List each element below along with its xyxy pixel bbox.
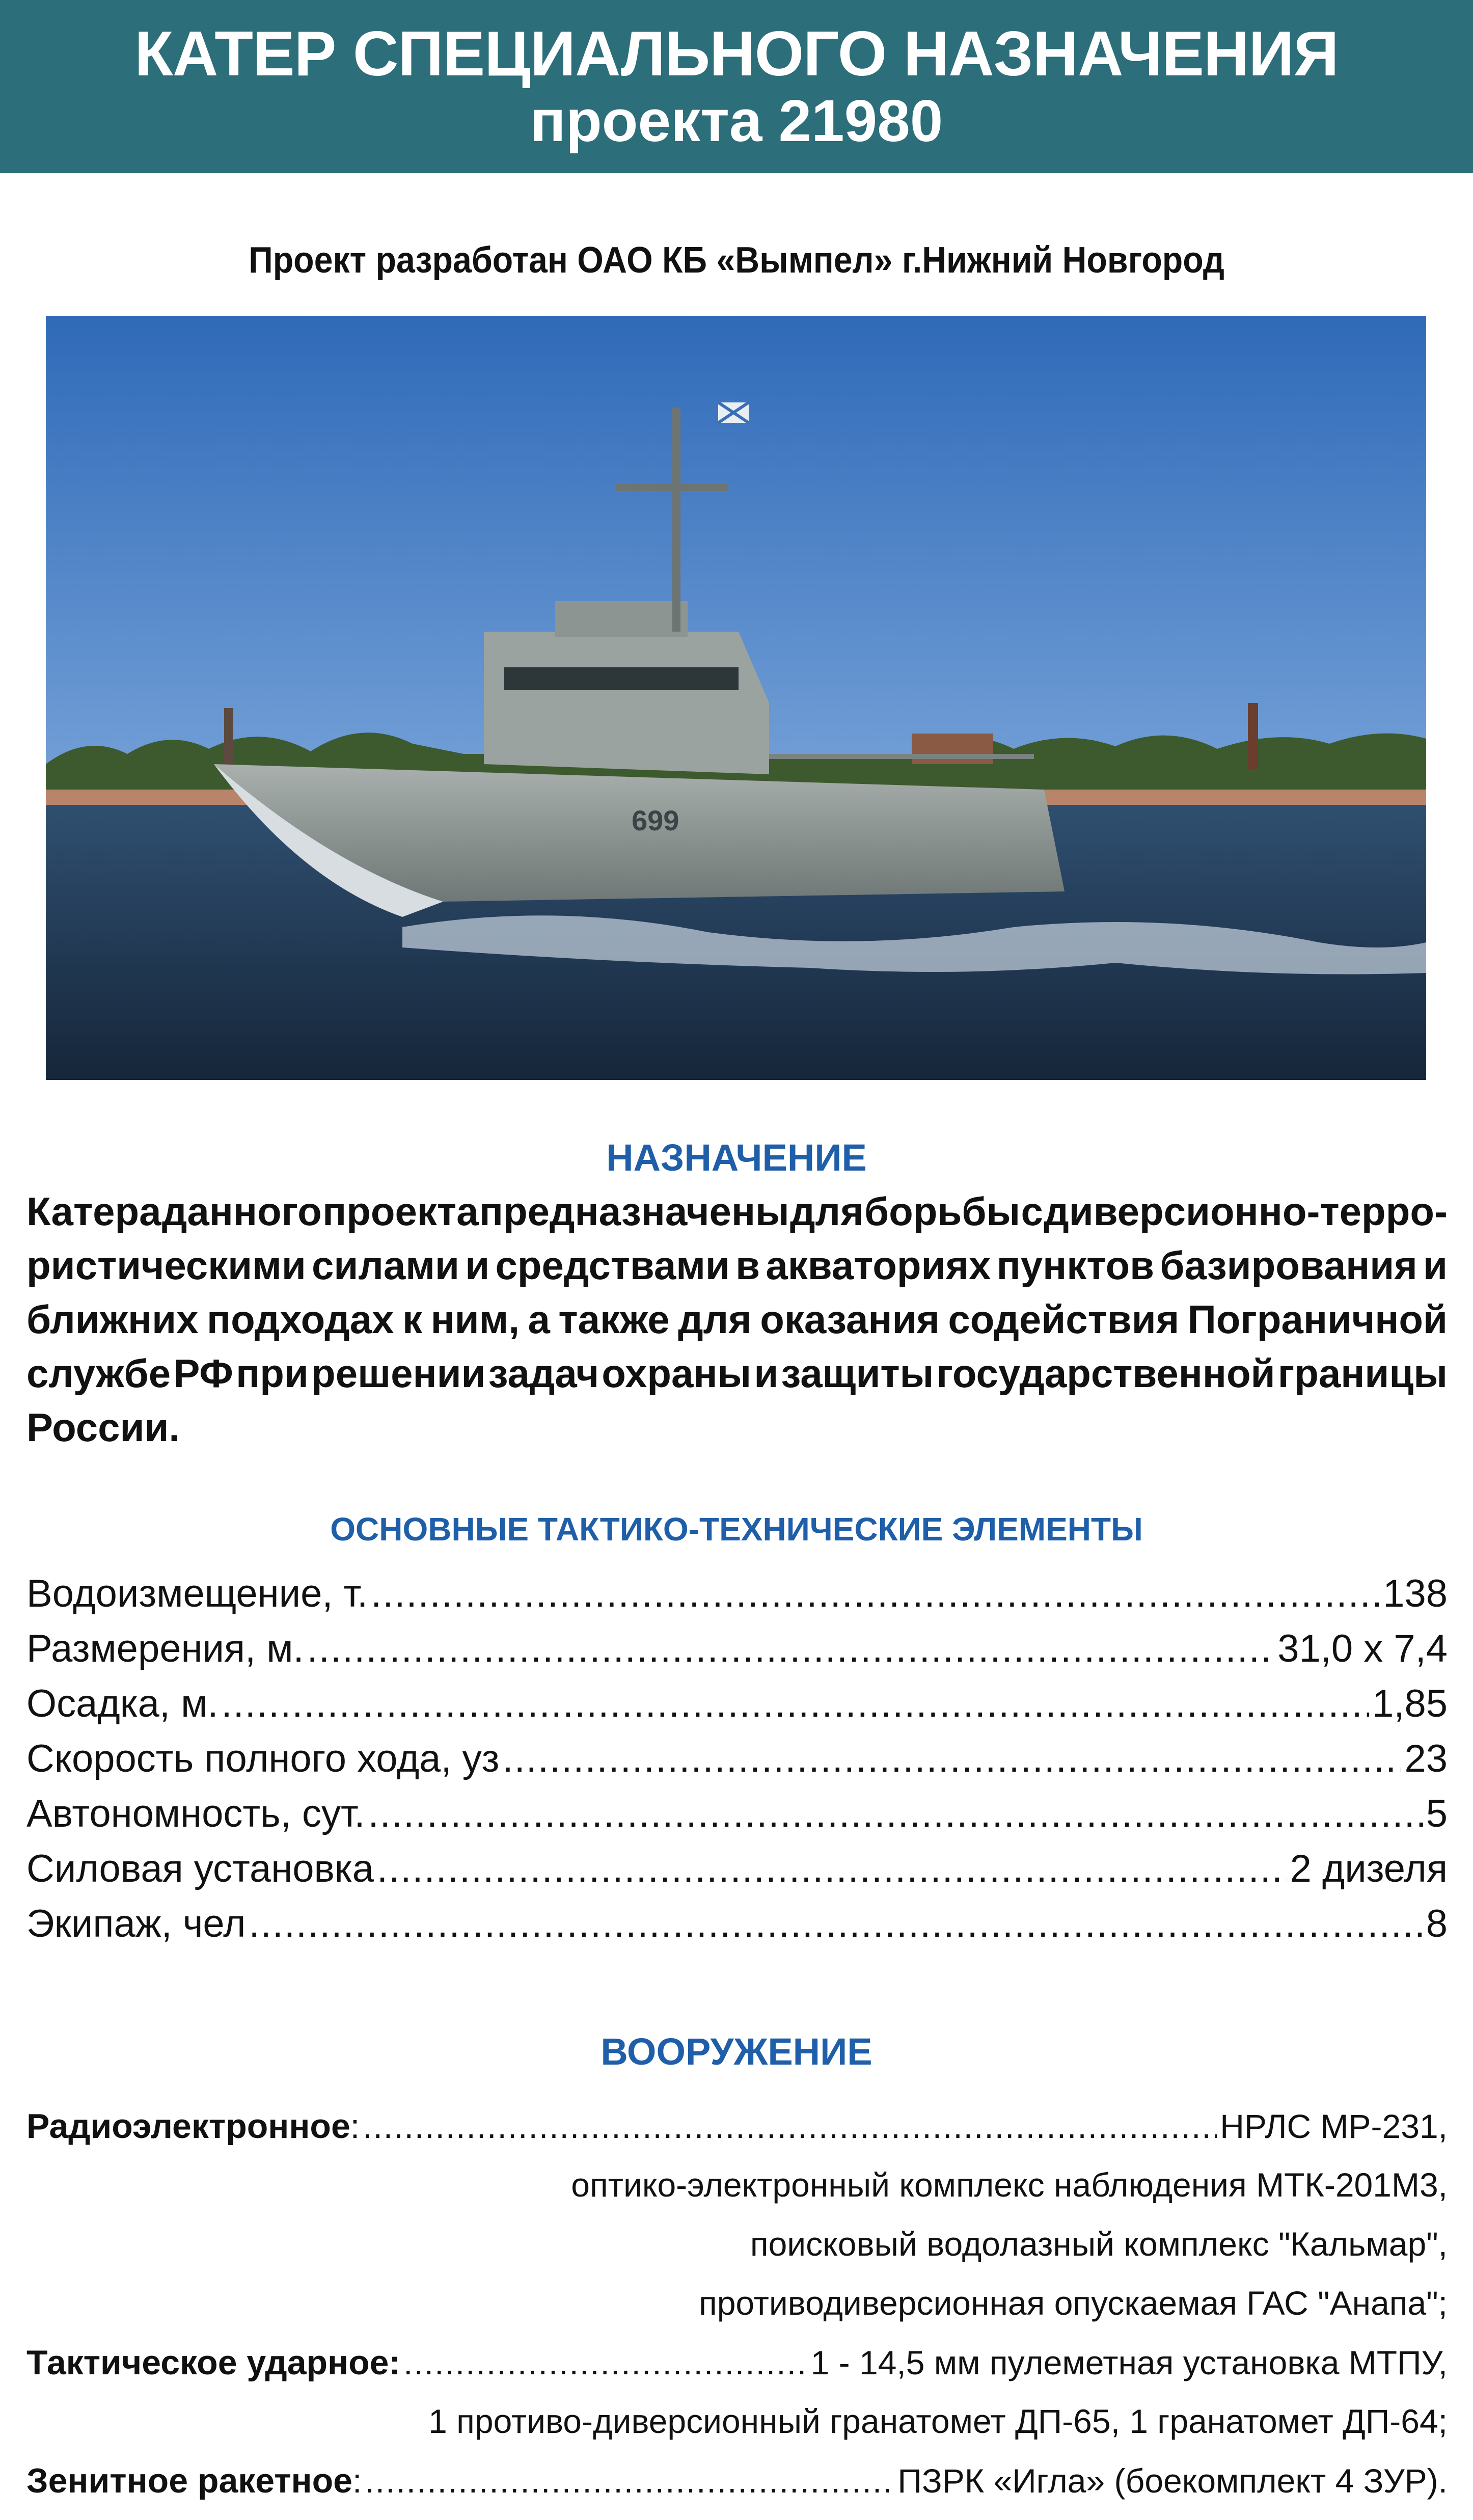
- spec-row: [26, 1571, 1448, 1627]
- spec-row: [26, 1627, 1448, 1682]
- leader-dots: [368, 1792, 1423, 1836]
- spec-value: 5: [1426, 1792, 1448, 1835]
- armament-continuation: 1 противо-диверсионный гранатомет ДП-65, 1 гранатомет ДП-64;: [428, 2402, 1448, 2440]
- purpose-word: защиты: [781, 1351, 934, 1396]
- purpose-word: силами: [312, 1243, 459, 1288]
- armament-continuation: оптико-электронный комплекс наблюдения МТК-201М3,: [571, 2166, 1448, 2204]
- armament-row-radio: [26, 2106, 1448, 2165]
- armament-list: [26, 2106, 1448, 2520]
- leader-dots: [377, 1847, 1287, 1891]
- purpose-line: России.: [26, 1405, 180, 1450]
- purpose-word: средствами: [495, 1243, 730, 1288]
- purpose-word: а: [528, 1297, 550, 1342]
- purpose-word: проекта: [322, 1189, 479, 1234]
- purpose-word: и: [1423, 1243, 1448, 1288]
- leader-dots: [249, 1902, 1423, 1946]
- spec-row: [26, 1682, 1448, 1737]
- purpose-word: задач: [488, 1351, 599, 1396]
- purpose-word: борьбы: [864, 1189, 1021, 1234]
- superstructure: [484, 632, 769, 774]
- boat-photo: [46, 316, 1426, 1080]
- spec-label: Водоизмещение, т.: [26, 1572, 368, 1615]
- purpose-word: акваториях: [766, 1243, 991, 1288]
- armament-label: Радиоэлектронное: [26, 2107, 350, 2146]
- spec-value: 2 дизеля: [1290, 1847, 1448, 1890]
- purpose-word: базирования: [1160, 1243, 1417, 1288]
- armament-row-tactical: [26, 2343, 1448, 2402]
- purpose-word: содействия: [948, 1297, 1180, 1342]
- specs-list: [26, 1571, 1448, 1957]
- page-subtitle: проекта 21980: [530, 88, 943, 154]
- armament-value: ПЗРК «Игла» (боекомплект 4 ЗУР).: [897, 2462, 1448, 2500]
- leader-dots: [222, 1682, 1370, 1726]
- mast: [672, 408, 680, 632]
- spec-row: [26, 1847, 1448, 1902]
- purpose-word: ближних: [26, 1297, 199, 1342]
- purpose-text: [26, 1184, 1448, 1454]
- armament-row-aa: [26, 2461, 1448, 2520]
- armament-label: Зенитное ракетное: [26, 2461, 352, 2500]
- page-title: КАТЕР СПЕЦИАЛЬНОГО НАЗНАЧЕНИЯ: [134, 19, 1339, 89]
- purpose-word: границы: [1277, 1351, 1448, 1396]
- purpose-word: охраны: [602, 1351, 752, 1396]
- spec-label: Автономность, сут.: [26, 1792, 365, 1835]
- spec-label: Размерения, м.: [26, 1627, 304, 1670]
- purpose-word: при: [236, 1351, 309, 1396]
- purpose-word: подходах: [206, 1297, 394, 1342]
- spec-value: 1,85: [1372, 1682, 1448, 1725]
- purpose-word: к: [402, 1297, 423, 1342]
- purpose-word: Катера: [26, 1189, 161, 1234]
- purpose-word: государственной: [936, 1351, 1275, 1396]
- hull-number: 699: [632, 804, 679, 836]
- armament-continuation: противодиверсионная опускаемая ГАС "Анапа";: [698, 2284, 1448, 2322]
- purpose-word: в: [735, 1243, 760, 1288]
- purpose-word: предназначены: [479, 1189, 789, 1234]
- purpose-word: и: [754, 1351, 779, 1396]
- spec-value: 31,0 х 7,4: [1277, 1627, 1448, 1670]
- armament-value: 1 - 14,5 мм пулеметная установка МТПУ,: [810, 2344, 1448, 2381]
- spec-row: [26, 1737, 1448, 1792]
- leader-dots: [403, 2343, 808, 2382]
- armament-heading: ВООРУЖЕНИЕ: [601, 2030, 872, 2073]
- purpose-word: диверсионно-терро-: [1044, 1189, 1448, 1234]
- purpose-word: Пограничной: [1187, 1297, 1448, 1342]
- spec-value: 8: [1426, 1902, 1448, 1945]
- armament-value: НРЛС МР-231,: [1220, 2107, 1448, 2145]
- purpose-word: РФ: [173, 1351, 233, 1396]
- purpose-word: решении: [311, 1351, 486, 1396]
- specs-heading: ОСНОВНЫЕ ТАКТИКО-ТЕХНИЧЕСКИЕ ЭЛЕМЕНТЫ: [330, 1511, 1143, 1548]
- purpose-word: службе: [26, 1351, 171, 1396]
- purpose-line: [26, 1346, 1448, 1400]
- armament-label: Тактическое ударное:: [26, 2343, 401, 2382]
- spec-row: [26, 1792, 1448, 1847]
- leader-dots: [363, 2107, 1217, 2146]
- leader-dots: [307, 1627, 1275, 1671]
- developer-line: Проект разработан ОАО КБ «Вымпел» г.Нижний Новгород: [249, 240, 1224, 281]
- spec-label: Осадка, м.: [26, 1682, 219, 1725]
- spec-label: Экипаж, чел: [26, 1902, 246, 1945]
- purpose-word: для: [678, 1297, 752, 1342]
- purpose-word: ристическими: [26, 1243, 306, 1288]
- purpose-word: также: [558, 1297, 670, 1342]
- purpose-word: ним,: [430, 1297, 520, 1342]
- purpose-word: с: [1021, 1189, 1043, 1234]
- title-banner: [0, 0, 1473, 173]
- leader-dots: [365, 2461, 894, 2500]
- purpose-word: данного: [161, 1189, 322, 1234]
- purpose-word: оказания: [760, 1297, 940, 1342]
- armament-separator: :: [352, 2462, 362, 2500]
- armament-separator: :: [350, 2107, 360, 2145]
- spec-value: 23: [1404, 1737, 1448, 1780]
- purpose-line: [26, 1184, 1448, 1238]
- purpose-word: пунктов: [996, 1243, 1155, 1288]
- purpose-line: [26, 1292, 1448, 1346]
- armament-continuation: поисковый водолазный комплекс "Кальмар",: [750, 2225, 1448, 2263]
- leader-dots: [503, 1737, 1402, 1781]
- spec-row: [26, 1902, 1448, 1957]
- purpose-word: для: [790, 1189, 864, 1234]
- spec-label: Силовая установка: [26, 1847, 374, 1890]
- spec-value: 138: [1383, 1572, 1448, 1615]
- purpose-word: и: [465, 1243, 490, 1288]
- purpose-line: [26, 1238, 1448, 1292]
- spec-label: Скорость полного хода, уз: [26, 1737, 500, 1780]
- leader-dots: [371, 1571, 1380, 1616]
- purpose-heading: НАЗНАЧЕНИЕ: [606, 1136, 867, 1179]
